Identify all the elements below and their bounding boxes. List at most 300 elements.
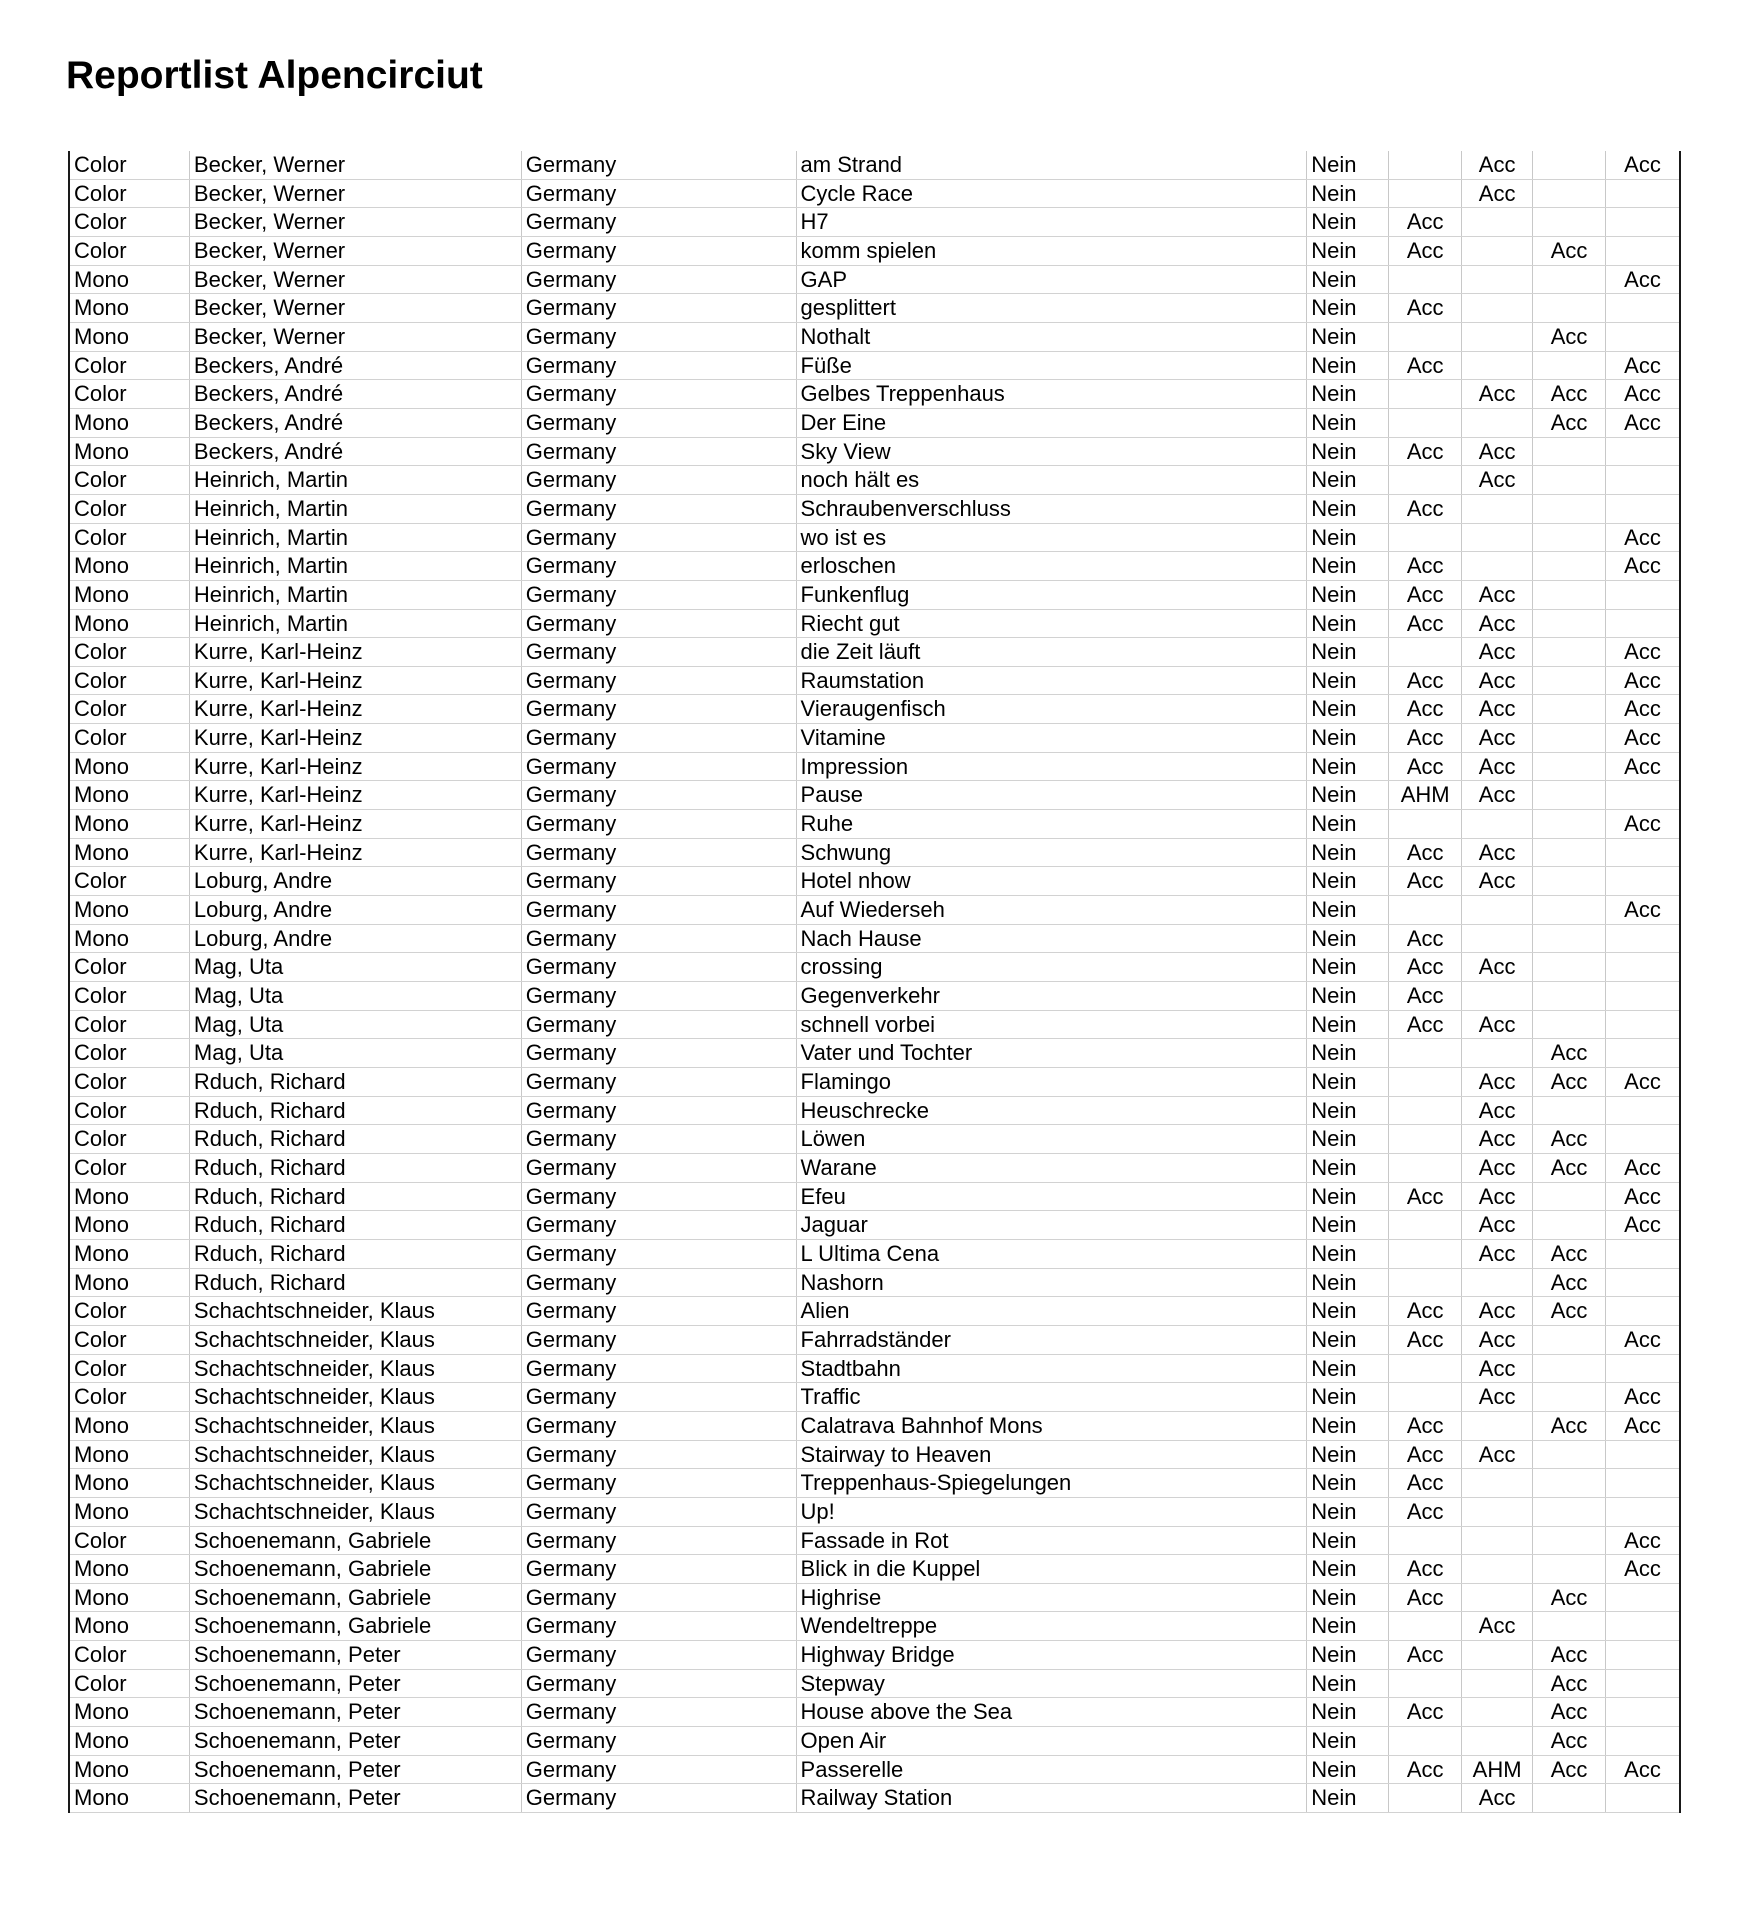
jury4-cell [1606, 180, 1679, 208]
author-cell: Schachtschneider, Klaus [190, 1412, 522, 1440]
status-cell: Nein [1307, 1269, 1389, 1297]
jury2-cell [1462, 1698, 1533, 1726]
jury3-cell [1533, 925, 1606, 953]
table-row [70, 1670, 1679, 1699]
type-cell: Color [70, 1355, 190, 1383]
type-cell: Mono [70, 1727, 190, 1755]
type-cell: Color [70, 495, 190, 523]
jury3-cell: Acc [1533, 1297, 1606, 1325]
jury4-cell: Acc [1624, 811, 1661, 837]
table-row [70, 266, 1679, 295]
jury1-cell: Acc [1389, 753, 1462, 781]
status-cell: Nein [1307, 208, 1389, 236]
table-row [70, 1527, 1679, 1556]
table-row [70, 237, 1679, 266]
table-row [70, 466, 1679, 495]
status-cell: Nein [1307, 524, 1389, 552]
status-cell: Nein [1307, 495, 1389, 523]
status-cell: Nein [1307, 1469, 1389, 1497]
table-row [70, 1183, 1679, 1212]
jury3-cell [1533, 839, 1606, 867]
author-cell: Kurre, Karl-Heinz [190, 724, 522, 752]
title-cell: L Ultima Cena [797, 1240, 1308, 1268]
jury3-cell: Acc [1533, 1240, 1606, 1268]
jury2-cell: Acc [1462, 1297, 1533, 1325]
author-cell: Kurre, Karl-Heinz [190, 667, 522, 695]
jury4-cell [1606, 1039, 1679, 1067]
type-cell: Color [70, 724, 190, 752]
jury2-cell: Acc [1462, 1011, 1533, 1039]
author-cell: Loburg, Andre [190, 925, 522, 953]
jury3-cell: Acc [1533, 1154, 1606, 1182]
jury4-cell [1606, 867, 1679, 895]
type-cell: Color [70, 1326, 190, 1354]
title-cell: Blick in die Kuppel [797, 1555, 1308, 1583]
title-cell: Riecht gut [797, 610, 1308, 638]
title-cell: die Zeit läuft [797, 638, 1308, 666]
status-cell: Nein [1307, 1068, 1389, 1096]
type-cell: Color [70, 1297, 190, 1325]
jury1-cell [1389, 323, 1462, 351]
jury1-cell: Acc [1389, 1756, 1462, 1784]
page-title: Reportlist Alpencirciut [66, 54, 483, 97]
author-cell: Kurre, Karl-Heinz [190, 638, 522, 666]
jury3-cell: Acc [1533, 1698, 1606, 1726]
title-cell: noch hält es [797, 466, 1308, 494]
table-row [70, 1297, 1679, 1326]
jury1-cell: Acc [1389, 953, 1462, 981]
jury2-cell [1462, 1527, 1533, 1555]
type-cell: Color [70, 1097, 190, 1125]
author-cell: Schoenemann, Peter [190, 1698, 522, 1726]
jury2-cell [1462, 1498, 1533, 1526]
jury3-cell [1533, 151, 1606, 179]
table-row [70, 1555, 1679, 1584]
title-cell: Nach Hause [797, 925, 1308, 953]
table-row [70, 1412, 1679, 1441]
author-cell: Schachtschneider, Klaus [190, 1297, 522, 1325]
jury2-cell [1462, 524, 1533, 552]
title-cell: House above the Sea [797, 1698, 1308, 1726]
jury1-cell [1389, 1612, 1462, 1640]
jury4-cell: Acc [1624, 1183, 1661, 1209]
jury2-cell: Acc [1462, 1441, 1533, 1469]
jury2-cell: Acc [1462, 438, 1533, 466]
jury4-cell: Acc [1624, 266, 1661, 292]
jury1-cell [1389, 1383, 1462, 1411]
jury1-cell [1389, 180, 1462, 208]
jury1-cell: Acc [1389, 581, 1462, 609]
country-cell: Germany [522, 151, 797, 179]
jury4-cell [1606, 953, 1679, 981]
country-cell: Germany [522, 1756, 797, 1784]
jury1-cell: Acc [1389, 1011, 1462, 1039]
jury3-cell [1533, 1784, 1606, 1812]
status-cell: Nein [1307, 810, 1389, 838]
table-row [70, 438, 1679, 467]
jury3-cell [1533, 638, 1606, 666]
jury1-cell [1389, 1240, 1462, 1268]
jury1-cell [1389, 409, 1462, 437]
jury2-cell: Acc [1462, 1355, 1533, 1383]
jury1-cell: Acc [1389, 867, 1462, 895]
jury4-cell [1606, 581, 1679, 609]
author-cell: Loburg, Andre [190, 867, 522, 895]
country-cell: Germany [522, 724, 797, 752]
jury4-cell [1606, 1240, 1679, 1268]
type-cell: Color [70, 380, 190, 408]
title-cell: am Strand [797, 151, 1308, 179]
status-cell: Nein [1307, 896, 1389, 924]
title-cell: Treppenhaus-Spiegelungen [797, 1469, 1308, 1497]
jury4-cell [1606, 925, 1679, 953]
status-cell: Nein [1307, 839, 1389, 867]
jury3-cell [1533, 953, 1606, 981]
type-cell: Color [70, 1383, 190, 1411]
type-cell: Mono [70, 1698, 190, 1726]
country-cell: Germany [522, 953, 797, 981]
title-cell: Passerelle [797, 1756, 1308, 1784]
type-cell: Color [70, 867, 190, 895]
jury1-cell: Acc [1389, 1441, 1462, 1469]
jury3-cell [1533, 867, 1606, 895]
jury3-cell [1533, 610, 1606, 638]
title-cell: crossing [797, 953, 1308, 981]
jury3-cell [1533, 982, 1606, 1010]
author-cell: Beckers, André [190, 380, 522, 408]
jury3-cell [1533, 352, 1606, 380]
jury3-cell: Acc [1533, 1269, 1606, 1297]
type-cell: Color [70, 524, 190, 552]
title-cell: Stairway to Heaven [797, 1441, 1308, 1469]
country-cell: Germany [522, 1555, 797, 1583]
jury3-cell: Acc [1533, 1039, 1606, 1067]
jury3-cell: Acc [1533, 380, 1606, 408]
jury3-cell [1533, 1498, 1606, 1526]
jury2-cell [1462, 495, 1533, 523]
type-cell: Mono [70, 1269, 190, 1297]
jury3-cell: Acc [1533, 409, 1606, 437]
jury3-cell [1533, 753, 1606, 781]
table-row [70, 208, 1679, 237]
type-cell: Mono [70, 409, 190, 437]
type-cell: Mono [70, 323, 190, 351]
title-cell: Warane [797, 1154, 1308, 1182]
table-row [70, 925, 1679, 954]
table-row [70, 323, 1679, 352]
author-cell: Becker, Werner [190, 237, 522, 265]
author-cell: Schachtschneider, Klaus [190, 1383, 522, 1411]
jury1-cell [1389, 380, 1462, 408]
author-cell: Rduch, Richard [190, 1269, 522, 1297]
status-cell: Nein [1307, 867, 1389, 895]
status-cell: Nein [1307, 1727, 1389, 1755]
title-cell: Vitamine [797, 724, 1308, 752]
table-row [70, 552, 1679, 581]
table-row [70, 1240, 1679, 1269]
jury2-cell: Acc [1462, 1125, 1533, 1153]
author-group [68, 1297, 1681, 1813]
title-cell: Hotel nhow [797, 867, 1308, 895]
jury1-cell: Acc [1389, 982, 1462, 1010]
status-cell: Nein [1307, 552, 1389, 580]
jury2-cell: Acc [1462, 1240, 1533, 1268]
jury1-cell: Acc [1389, 1326, 1462, 1354]
jury4-cell [1606, 1727, 1679, 1755]
type-cell: Mono [70, 1555, 190, 1583]
table-row [70, 1441, 1679, 1470]
author-cell: Schoenemann, Gabriele [190, 1555, 522, 1583]
country-cell: Germany [522, 1326, 797, 1354]
title-cell: Funkenflug [797, 581, 1308, 609]
jury1-cell: Acc [1389, 1412, 1462, 1440]
author-cell: Beckers, André [190, 352, 522, 380]
jury2-cell [1462, 237, 1533, 265]
jury2-cell: Acc [1462, 667, 1533, 695]
jury3-cell [1533, 781, 1606, 809]
jury3-cell [1533, 896, 1606, 924]
type-cell: Mono [70, 610, 190, 638]
title-cell: Highway Bridge [797, 1641, 1308, 1669]
author-cell: Schachtschneider, Klaus [190, 1326, 522, 1354]
title-cell: Raumstation [797, 667, 1308, 695]
jury4-cell [1606, 323, 1679, 351]
type-cell: Mono [70, 581, 190, 609]
table-row [70, 1756, 1679, 1785]
type-cell: Mono [70, 1441, 190, 1469]
author-cell: Rduch, Richard [190, 1125, 522, 1153]
title-cell: Fahrradständer [797, 1326, 1308, 1354]
jury4-cell: Acc [1624, 897, 1661, 923]
jury1-cell: Acc [1389, 208, 1462, 236]
country-cell: Germany [522, 1670, 797, 1698]
jury1-cell [1389, 1154, 1462, 1182]
jury1-cell [1389, 1039, 1462, 1067]
title-cell: Stepway [797, 1670, 1308, 1698]
type-cell: Mono [70, 1240, 190, 1268]
country-cell: Germany [522, 982, 797, 1010]
jury1-cell [1389, 151, 1462, 179]
title-cell: Alien [797, 1297, 1308, 1325]
jury3-cell [1533, 552, 1606, 580]
title-cell: Ruhe [797, 810, 1308, 838]
title-cell: Efeu [797, 1183, 1308, 1211]
jury4-cell [1606, 1641, 1679, 1669]
country-cell: Germany [522, 524, 797, 552]
status-cell: Nein [1307, 1383, 1389, 1411]
title-cell: wo ist es [797, 524, 1308, 552]
type-cell: Color [70, 1527, 190, 1555]
table-row [70, 1039, 1679, 1068]
jury2-cell [1462, 1727, 1533, 1755]
jury1-cell: Acc [1389, 610, 1462, 638]
title-cell: Fassade in Rot [797, 1527, 1308, 1555]
status-cell: Nein [1307, 1211, 1389, 1239]
jury2-cell [1462, 208, 1533, 236]
jury3-cell [1533, 495, 1606, 523]
jury1-cell: AHM [1389, 781, 1462, 809]
status-cell: Nein [1307, 380, 1389, 408]
country-cell: Germany [522, 1068, 797, 1096]
jury2-cell: Acc [1462, 1183, 1533, 1211]
author-cell: Heinrich, Martin [190, 524, 522, 552]
status-cell: Nein [1307, 610, 1389, 638]
author-group [68, 867, 1681, 953]
jury4-cell: Acc [1624, 639, 1661, 665]
country-cell: Germany [522, 466, 797, 494]
jury2-cell: Acc [1462, 953, 1533, 981]
author-cell: Heinrich, Martin [190, 581, 522, 609]
status-cell: Nein [1307, 1756, 1389, 1784]
status-cell: Nein [1307, 180, 1389, 208]
jury2-cell: Acc [1462, 867, 1533, 895]
jury3-cell [1533, 724, 1606, 752]
title-cell: komm spielen [797, 237, 1308, 265]
country-cell: Germany [522, 323, 797, 351]
jury2-cell: Acc [1462, 1784, 1533, 1812]
title-cell: Vieraugenfisch [797, 695, 1308, 723]
jury4-cell [1606, 495, 1679, 523]
author-group [68, 953, 1681, 1297]
author-cell: Schachtschneider, Klaus [190, 1498, 522, 1526]
title-cell: Cycle Race [797, 180, 1308, 208]
jury1-cell: Acc [1389, 438, 1462, 466]
jury3-cell [1533, 1326, 1606, 1354]
country-cell: Germany [522, 1125, 797, 1153]
table-row [70, 867, 1679, 896]
jury2-cell [1462, 1039, 1533, 1067]
jury3-cell: Acc [1533, 1670, 1606, 1698]
country-cell: Germany [522, 1355, 797, 1383]
jury3-cell [1533, 208, 1606, 236]
type-cell: Mono [70, 753, 190, 781]
status-cell: Nein [1307, 925, 1389, 953]
country-cell: Germany [522, 781, 797, 809]
title-cell: Impression [797, 753, 1308, 781]
table-row [70, 896, 1679, 925]
country-cell: Germany [522, 552, 797, 580]
table-row [70, 1154, 1679, 1183]
table-row [70, 810, 1679, 839]
jury2-cell [1462, 896, 1533, 924]
author-cell: Becker, Werner [190, 151, 522, 179]
country-cell: Germany [522, 1412, 797, 1440]
status-cell: Nein [1307, 1097, 1389, 1125]
jury3-cell [1533, 695, 1606, 723]
table-row [70, 581, 1679, 610]
title-cell: Schwung [797, 839, 1308, 867]
jury4-cell [1606, 1355, 1679, 1383]
jury3-cell: Acc [1533, 1584, 1606, 1612]
country-cell: Germany [522, 352, 797, 380]
author-cell: Schoenemann, Peter [190, 1756, 522, 1784]
jury4-cell: Acc [1624, 152, 1661, 177]
status-cell: Nein [1307, 438, 1389, 466]
author-cell: Heinrich, Martin [190, 495, 522, 523]
jury1-cell: Acc [1389, 1498, 1462, 1526]
title-cell: Gegenverkehr [797, 982, 1308, 1010]
author-cell: Schachtschneider, Klaus [190, 1441, 522, 1469]
jury4-cell: Acc [1624, 409, 1661, 435]
jury2-cell: Acc [1462, 724, 1533, 752]
jury1-cell: Acc [1389, 1183, 1462, 1211]
jury3-cell [1533, 1612, 1606, 1640]
table-row [70, 495, 1679, 524]
jury3-cell: Acc [1533, 1727, 1606, 1755]
jury2-cell: Acc [1462, 1068, 1533, 1096]
jury4-cell [1606, 781, 1679, 809]
table-row [70, 1211, 1679, 1240]
jury4-cell [1606, 1441, 1679, 1469]
jury1-cell [1389, 810, 1462, 838]
jury3-cell: Acc [1533, 237, 1606, 265]
author-cell: Schoenemann, Gabriele [190, 1584, 522, 1612]
status-cell: Nein [1307, 1326, 1389, 1354]
type-cell: Mono [70, 1584, 190, 1612]
author-cell: Kurre, Karl-Heinz [190, 781, 522, 809]
country-cell: Germany [522, 1297, 797, 1325]
table-row [70, 753, 1679, 782]
type-cell: Color [70, 180, 190, 208]
author-cell: Kurre, Karl-Heinz [190, 839, 522, 867]
table-row [70, 781, 1679, 810]
jury4-cell [1606, 208, 1679, 236]
table-row [70, 610, 1679, 639]
title-cell: Wendeltreppe [797, 1612, 1308, 1640]
jury1-cell: Acc [1389, 1555, 1462, 1583]
author-cell: Schoenemann, Peter [190, 1670, 522, 1698]
type-cell: Color [70, 237, 190, 265]
type-cell: Mono [70, 1183, 190, 1211]
country-cell: Germany [522, 409, 797, 437]
author-group [68, 638, 1681, 867]
jury1-cell: Acc [1389, 237, 1462, 265]
table-row [70, 695, 1679, 724]
jury4-cell: Acc [1624, 1756, 1661, 1782]
title-cell: Füße [797, 352, 1308, 380]
jury3-cell [1533, 1383, 1606, 1411]
country-cell: Germany [522, 1441, 797, 1469]
country-cell: Germany [522, 1698, 797, 1726]
status-cell: Nein [1307, 781, 1389, 809]
status-cell: Nein [1307, 581, 1389, 609]
type-cell: Color [70, 953, 190, 981]
type-cell: Color [70, 1670, 190, 1698]
country-cell: Germany [522, 1039, 797, 1067]
jury4-cell: Acc [1624, 352, 1661, 378]
author-cell: Mag, Uta [190, 1039, 522, 1067]
title-cell: gesplittert [797, 294, 1308, 322]
jury4-cell: Acc [1624, 1412, 1661, 1438]
status-cell: Nein [1307, 724, 1389, 752]
jury2-cell: Acc [1462, 1211, 1533, 1239]
author-cell: Becker, Werner [190, 180, 522, 208]
author-cell: Loburg, Andre [190, 896, 522, 924]
jury3-cell: Acc [1533, 1068, 1606, 1096]
table-row [70, 352, 1679, 381]
jury2-cell: Acc [1462, 581, 1533, 609]
status-cell: Nein [1307, 1784, 1389, 1812]
jury4-cell: Acc [1624, 753, 1661, 779]
author-cell: Heinrich, Martin [190, 552, 522, 580]
status-cell: Nein [1307, 695, 1389, 723]
type-cell: Color [70, 1011, 190, 1039]
status-cell: Nein [1307, 1498, 1389, 1526]
type-cell: Color [70, 352, 190, 380]
table-row [70, 294, 1679, 323]
type-cell: Color [70, 1641, 190, 1669]
jury4-cell [1606, 1269, 1679, 1297]
